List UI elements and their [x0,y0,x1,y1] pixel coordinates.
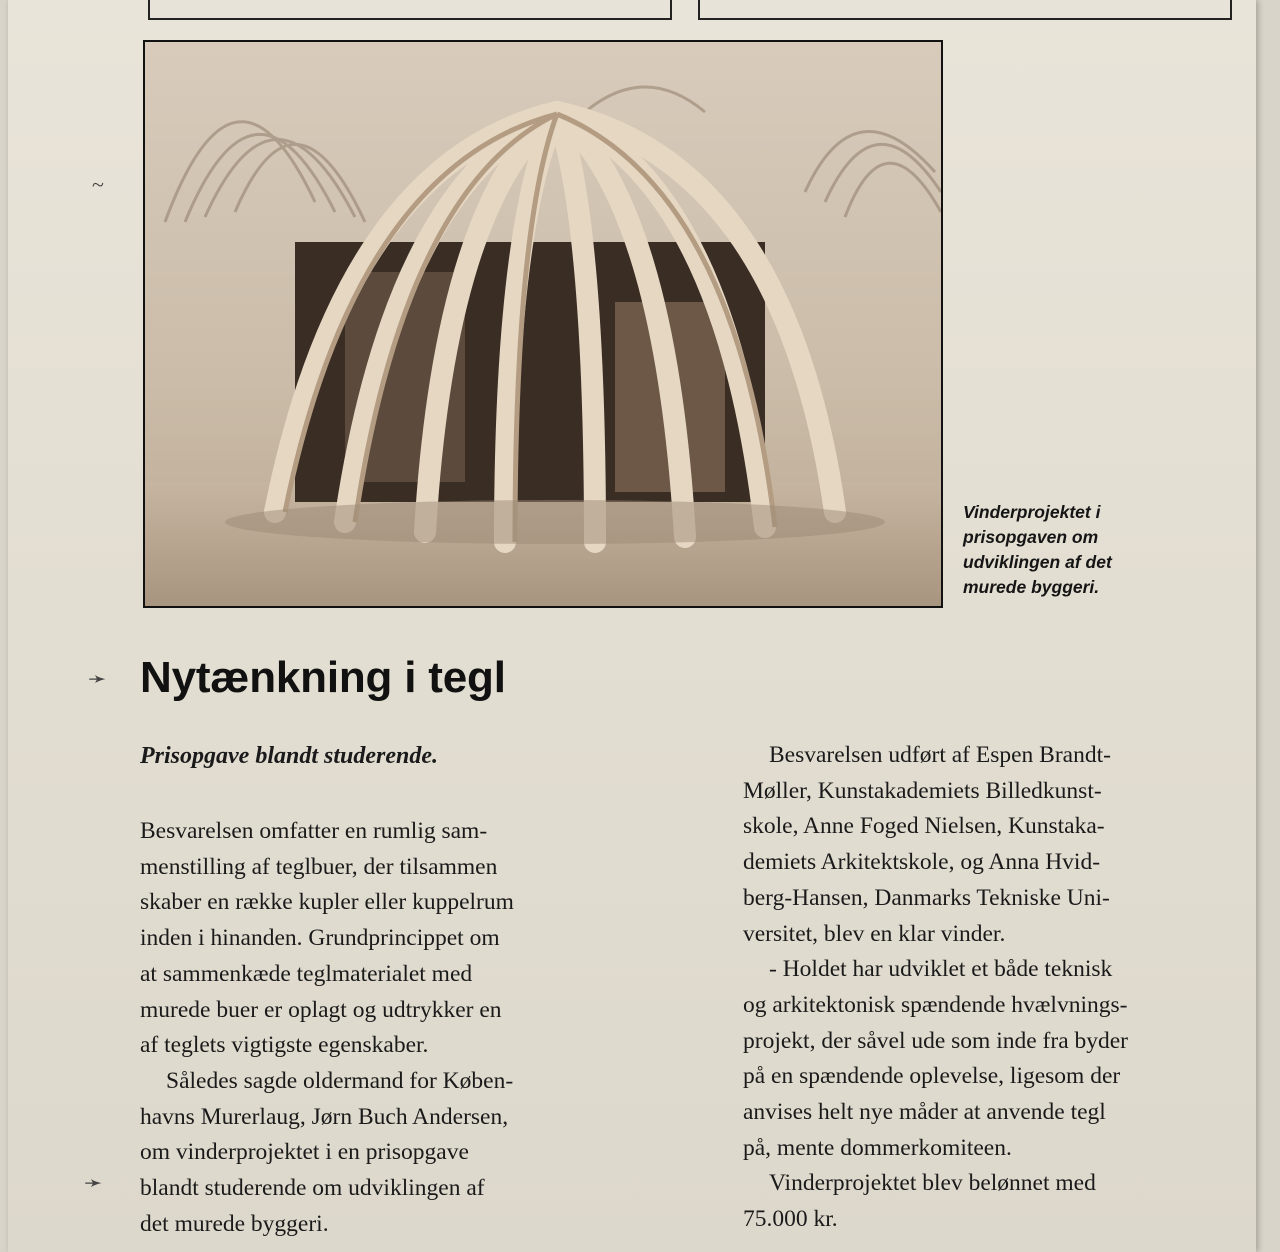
top-strip-left [148,0,672,20]
text-line: Besvarelsen udført af Espen Brandt- [769,742,1111,768]
arrow-marker-icon: ➛ [88,666,107,691]
text-line: projekt, der såvel ude som inde fra byder [743,1027,1129,1054]
text-line: på, mente dommerkomiteen. [743,1134,1012,1161]
text-line: om vinderprojektet i en prisopgave [140,1139,469,1166]
text-line: 75.000 kr. [743,1206,838,1233]
text-line: blandt studerende om udviklingen af [140,1175,485,1202]
paragraph-5 [743,1166,1253,1237]
left-column [140,738,660,1242]
text-line: af teglets vigtigste egenskaber. [140,1032,429,1059]
text-line: demiets Arkitektskole, og Anna Hvid- [743,849,1101,876]
paragraph-1 [140,814,660,1064]
paragraph-2 [140,1064,660,1243]
subheadline: Prisopgave blandt studerende. [140,743,438,769]
text-line: det murede byggeri. [140,1210,329,1237]
caption-line: murede byggeri. [963,577,1100,597]
right-column [743,738,1253,1238]
caption-line: prisopgaven om [963,527,1099,547]
text-line: berg-Hansen, Danmarks Tekniske Uni- [743,884,1110,911]
paragraph-4 [743,952,1253,1166]
text-line: Således sagde oldermand for Køben- [166,1067,514,1094]
paragraph-3 [743,738,1253,952]
text-line: på en spændende oplevelse, ligesom der [743,1063,1121,1090]
text-line: menstilling af teglbuer, der tilsammen [140,853,498,880]
dome-model-photo [143,40,943,608]
text-line: og arkitektonisk spændende hvælvnings- [743,991,1128,1018]
newspaper-clipping [8,0,1256,1252]
text-line: Møller, Kunstakademiets Billedkunst- [743,777,1102,804]
text-line: versitet, blev en klar vinder. [743,920,1006,947]
caption-line: Vinderprojektet i [963,502,1101,522]
text-line: Vinderprojektet blev belønnet med [769,1170,1096,1197]
arrow-marker-icon: ➛ [84,1170,103,1195]
text-line: at sammenkæde teglmaterialet med [140,960,473,987]
text-line: - Holdet har udviklet et både teknisk [769,956,1113,983]
text-line: murede buer er oplagt og udtrykker en [140,996,502,1023]
caption-line: udviklingen af det [963,552,1112,572]
text-line: havns Murerlaug, Jørn Buch Andersen, [140,1103,509,1130]
headline: Nytænkning i tegl [140,653,506,702]
arrow-marker-icon: ~ [92,172,104,197]
text-line: skaber en række kupler eller kuppelrum [140,889,514,916]
text-line: skole, Anne Foged Nielsen, Kunstaka- [743,813,1105,840]
text-line: inden i hinanden. Grundprincippet om [140,925,500,952]
text-line: anvises helt nye måder at anvende tegl [743,1099,1106,1126]
text-line: Besvarelsen omfatter en rumlig sam- [140,818,488,844]
photo-caption [963,500,1193,600]
top-strip-right [698,0,1232,20]
